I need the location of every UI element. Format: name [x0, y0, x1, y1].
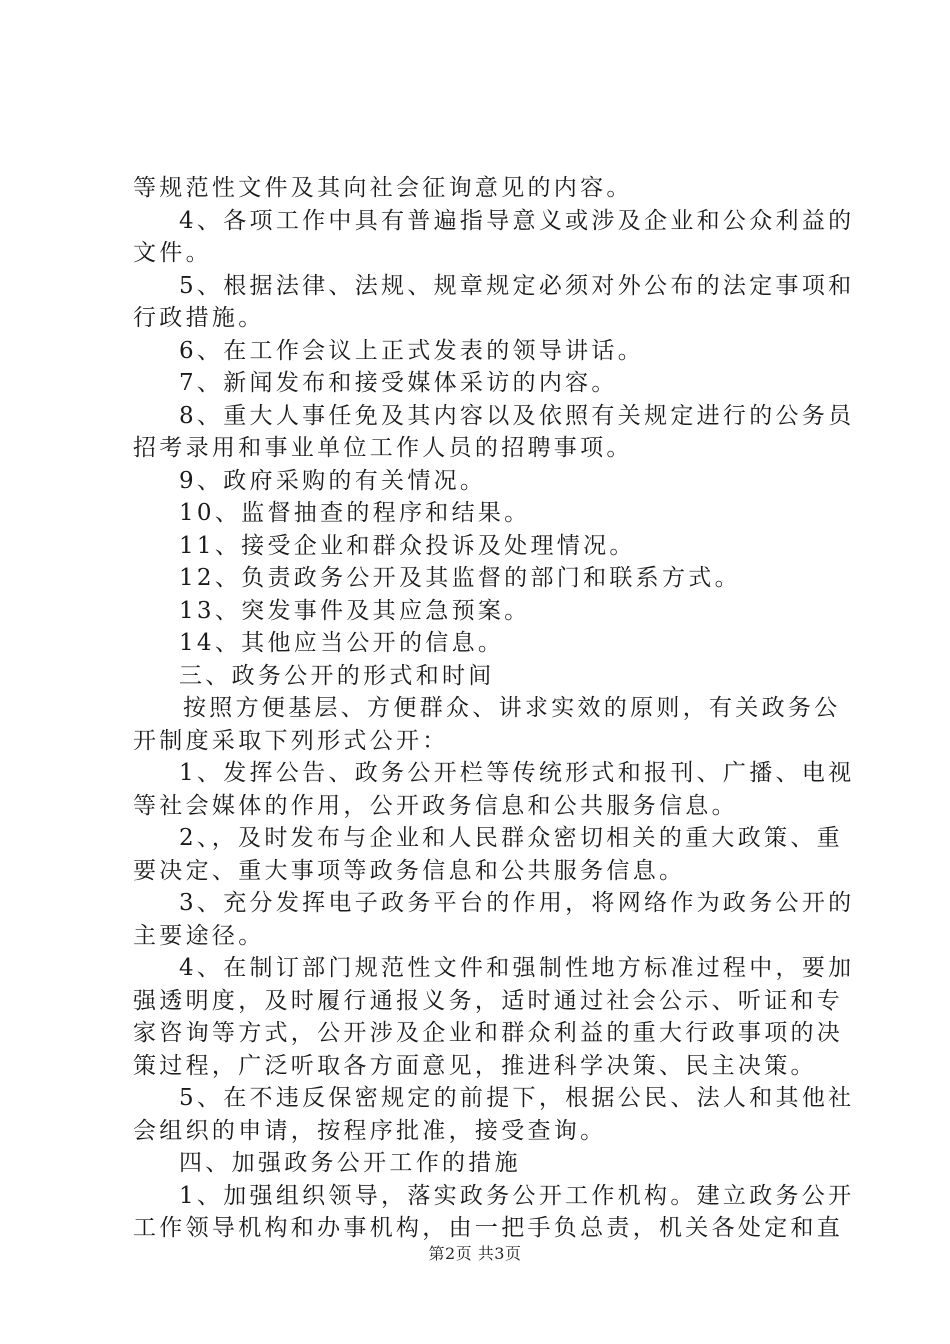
text-line: 1、发挥公告、政务公开栏等传统形式和报刊、广播、电视 [179, 760, 855, 786]
text-line: 6、在工作会议上正式发表的领导讲话。 [179, 337, 645, 364]
text-line: 家咨询等方式，公开涉及企业和群众利益的重大行政事项的决 [133, 1020, 844, 1046]
text-line: 开制度采取下列形式公开： [133, 727, 449, 754]
text-line: 招考录用和事业单位工作人员的招聘事项。 [133, 435, 633, 461]
text-line: 按照方便基层、方便群众、讲求实效的原则，有关政务公 [183, 695, 841, 721]
text-line: 策过程，广泛听取各方面意见，推进科学决策、民主决策。 [133, 1052, 817, 1079]
text-line: 要决定、重大事项等政务信息和公共服务信息。 [133, 857, 686, 884]
text-line: 会组织的申请，按程序批准，接受查询。 [133, 1117, 607, 1144]
text-line: 13、突发事件及其应急预案。 [179, 597, 531, 624]
text-line: 3、充分发挥电子政务平台的作用，将网络作为政务公开的 [179, 890, 855, 916]
text-line: 等规范性文件及其向社会征询意见的内容。 [133, 175, 633, 201]
text-line: 主要途径。 [133, 922, 265, 949]
text-line: 11、接受企业和群众投诉及处理情况。 [179, 532, 636, 559]
text-line: 4、在制订部门规范性文件和强制性地方标准过程中，要加 [179, 955, 855, 981]
text-line: 10、监督抽查的程序和结果。 [179, 500, 531, 526]
text-line: 文件。 [133, 240, 212, 266]
text-line: 4、各项工作中具有普遍指导意义或涉及企业和公众利益的 [179, 207, 855, 234]
text-line: 等社会媒体的作用，公开政务信息和公共服务信息。 [133, 792, 738, 819]
text-line: 5、根据法律、法规、规章规定必须对外公布的法定事项和 [179, 272, 855, 299]
text-line: 8、重大人事任免及其内容以及依照有关规定进行的公务员 [179, 402, 855, 429]
text-line: 四、加强政务公开工作的措施 [179, 1150, 521, 1176]
text-line: 5、在不违反保密规定的前提下，根据公民、法人和其他社 [179, 1085, 855, 1111]
body-text [133, 172, 855, 1245]
text-line: 2、，及时发布与企业和人民群众密切相关的重大政策、重 [179, 825, 843, 851]
text-line: 7、新闻发布和接受媒体采访的内容。 [179, 370, 618, 396]
text-line: 强透明度，及时履行通报义务，适时通过社会公示、听证和专 [133, 987, 844, 1014]
text-line: 1、加强组织领导，落实政务公开工作机构。建立政务公开 [179, 1182, 855, 1209]
text-line: 14、其他应当公开的信息。 [179, 630, 505, 656]
text-line: 行政措施。 [133, 305, 265, 331]
text-line: 工作领导机构和办事机构，由一把手负总责，机关各处定和直 [133, 1215, 844, 1241]
page-footer: 第2页 共3页 [428, 1244, 522, 1263]
text-line: 12、负责政务公开及其监督的部门和联系方式。 [179, 565, 741, 591]
text-line: 9、政府采购的有关情况。 [179, 467, 487, 494]
text-line: 三、政务公开的形式和时间 [179, 662, 495, 689]
